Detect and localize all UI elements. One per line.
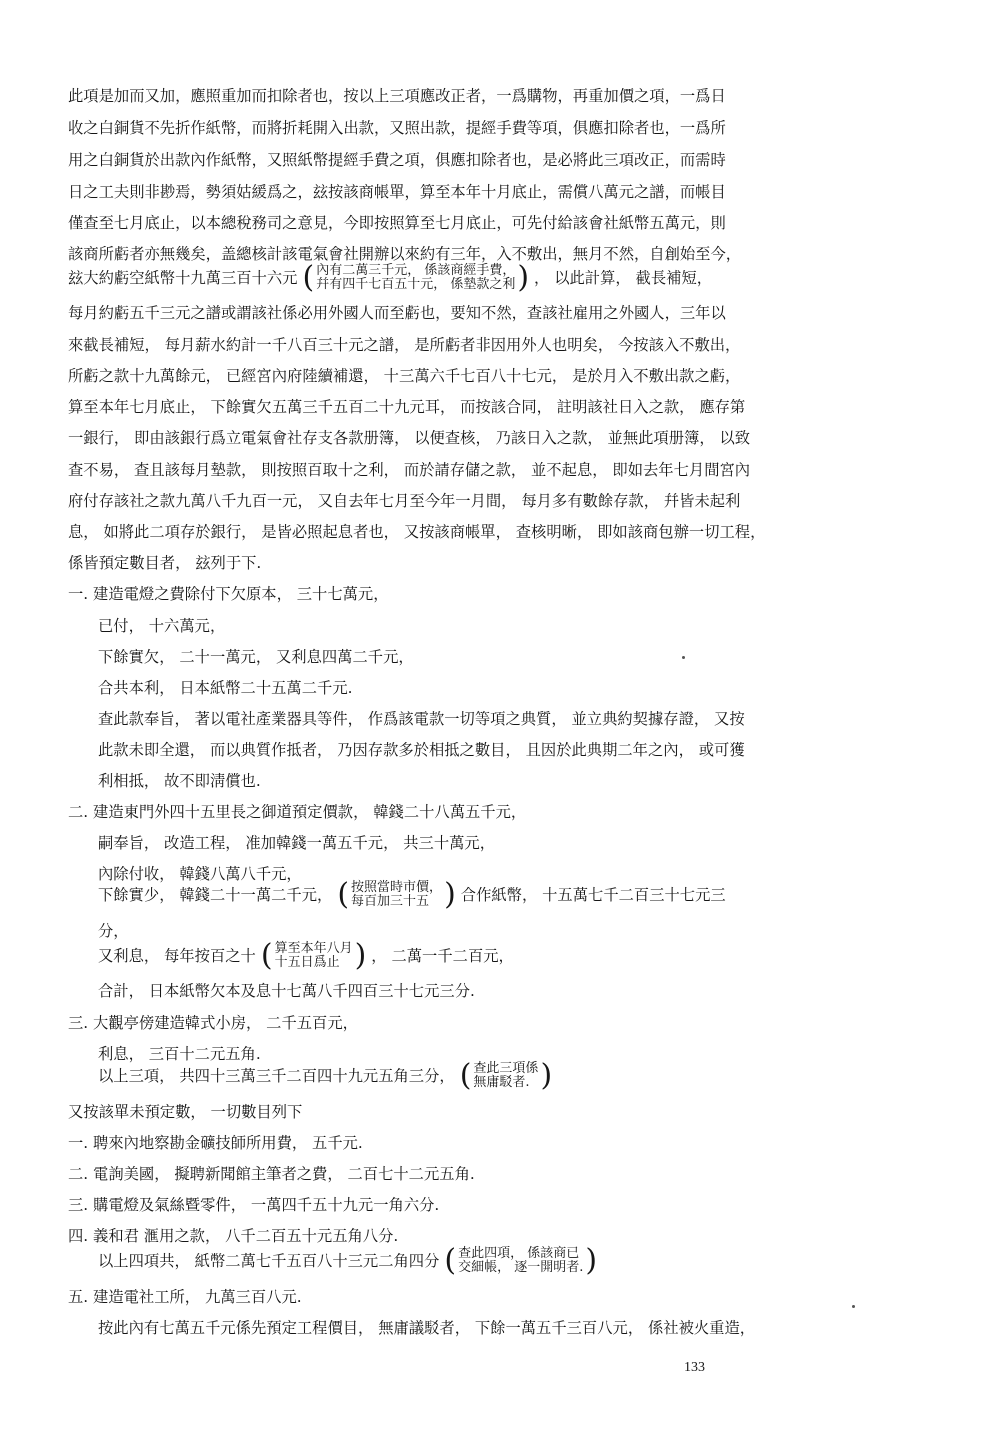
line-text: 下餘實少， 韓錢二十一萬二千元， <box>98 886 333 904</box>
text-line: 用之白銅貨於出款內作紙幣，又照紙幣提經手費之項，俱應扣除者也，是必將此三項改正，而需時 <box>68 151 726 169</box>
text-line: 該商所虧者亦無幾矣，盖總核計該電氣會社開辦以來約有三年，入不敷出，無月不然，自創始至今， <box>68 245 742 263</box>
text-line: 查不易， 查且該每月墊款， 則按照百取十之利， 而於請存儲之款， 並不起息， 即如去年七月間宮內 <box>68 461 751 479</box>
text-line: 合共本利， 日本紙幣二十五萬二千元. <box>98 679 353 697</box>
item-heading: 五. 建造電社工所， 九萬三百八元. <box>68 1288 302 1306</box>
text-line: 已付， 十六萬元， <box>98 617 226 635</box>
text-line: 利息， 三百十二元五角. <box>98 1045 261 1063</box>
inline-note: ( 查此三項係 無庸駁者. ) <box>459 1058 553 1093</box>
text-line: 內除付收， 韓錢八萬八千元， <box>98 865 302 883</box>
text-line: 合計， 日本紙幣欠本及息十七萬八千四百三十七元三分. <box>98 982 475 1000</box>
item-heading: 二. 電詢美國， 擬聘新聞館主筆者之費， 二百七十二元五角. <box>68 1165 475 1183</box>
text-line-with-note <box>98 1243 708 1278</box>
text-line: 係皆預定數目者， 玆列于下. <box>68 554 262 572</box>
inline-note: ( 內有二萬三千元， 係該商經手費， 幷有四千七百五十元， 係墊款之利 ) <box>302 260 530 295</box>
text-line: 嗣奉旨， 改造工程， 准加韓錢一萬五千元， 共三十萬元， <box>98 834 496 852</box>
note-line: 按照當時市價， <box>351 880 443 895</box>
note-line: 交細帳， 逐一開明者. <box>458 1260 584 1275</box>
text-line: 息， 如將此二項存於銀行， 是皆必照起息者也， 又按該商帳單， 查核明晰， 即如該商包辦一切工程， <box>68 523 766 541</box>
item-heading: 一. 建造電燈之費除付下欠原本， 三十七萬元， <box>68 585 389 603</box>
item-heading: 三. 購電燈及氣絲暨零件， 一萬四千五十九元一角六分. <box>68 1196 440 1214</box>
text-line: 收之白銅貨不先折作紙幣，而將折耗開入出款，又照出款，提經手費等項，俱應扣除者也，一爲所 <box>68 119 726 137</box>
text-line-with-note <box>98 938 708 973</box>
text-line: 來截長補短， 每月薪水約計一千八百三十元之譜， 是所虧者非因用外人也明矣， 今按該入不敷出， <box>68 336 741 354</box>
line-text: 合作紙幣， 十五萬七千二百三十七元三 <box>460 886 726 904</box>
scan-speck <box>852 1305 855 1308</box>
text-line: 算至本年七月底止， 下餘實欠五萬三千五百二十九元耳， 而按該合同， 註明該社日入之款， 應存第 <box>68 398 746 416</box>
text-line: 一銀行， 即由該銀行爲立電氣會社存支各款册簿， 以便查核， 乃該日入之款， 並無此項册簿， 以致 <box>68 429 751 447</box>
inline-note: ( 查此四項， 係該商已 交細帳， 逐一開明者. ) <box>444 1243 598 1278</box>
text-line: 此款未即全還， 而以典質作抵者， 乃因存款多於相抵之數目， 且因於此典期二年之內， 或可獲 <box>98 741 745 759</box>
text-line: 日之工夫則非尠焉，勢須姑緩爲之，玆按該商帳單，算至本年十月底止，需償八萬元之譜，而帳目 <box>68 183 726 201</box>
note-line: 每百加三十五 <box>351 894 430 909</box>
text-line: 分， <box>98 922 129 940</box>
text-line: 下餘實欠， 二十一萬元， 又利息四萬二千元， <box>98 648 414 666</box>
item-heading: 二. 建造東門外四十五里長之御道預定價款， 韓錢二十八萬五千元， <box>68 803 527 821</box>
line-text: ， 以此計算， 截長補短， <box>534 269 713 287</box>
note-line: 幷有四千七百五十元， 係墊款之利 <box>316 277 516 292</box>
line-text: 以上四項共， 紙幣二萬七千五百八十三元二角四分 <box>98 1252 440 1270</box>
text-line: 利相抵， 故不即淸償也. <box>98 772 261 790</box>
note-line: 查此四項， 係該商已 <box>458 1246 580 1261</box>
line-text: 又利息， 每年按百之十 <box>98 947 256 965</box>
item-heading: 一. 聘來內地察勘金礦技師所用費， 五千元. <box>68 1134 363 1152</box>
line-text: ， 二萬一千二百元， <box>371 947 514 965</box>
inline-note: ( 按照當時市價， 每百加三十五 ) <box>337 877 456 912</box>
text-line: 此項是加而又加，應照重加而扣除者也，按以上三項應改正者，一爲購物，再重加價之項，一爲日 <box>68 87 726 105</box>
scan-speck <box>682 656 685 659</box>
item-heading: 四. 義和君 滙用之款， 八千二百五十元五角八分. <box>68 1227 399 1245</box>
page-number: 133 <box>684 1360 705 1375</box>
note-line: 十五日爲止 <box>274 955 340 970</box>
note-line: 內有二萬三千元， 係該商經手費， <box>316 263 516 278</box>
line-text: 以上三項， 共四十三萬三千二百四十九元五角三分， <box>98 1067 455 1085</box>
inline-note: ( 算至本年八月 十五日爲止 ) <box>260 938 367 973</box>
text-line: 所虧之款十九萬餘元， 已經宮內府陸續補還， 十三萬六千七百八十七元， 是於月入不敷出款之虧， <box>68 367 741 385</box>
text-line-with-note <box>68 260 713 295</box>
note-line: 無庸駁者. <box>473 1075 530 1090</box>
note-line: 查此三項係 <box>473 1061 539 1076</box>
note-line: 算至本年八月 <box>274 941 353 956</box>
text-line: 府付存該社之款九萬八千九百一元， 又自去年七月至今年一月間， 每月多有數餘存款， 幷皆未起利 <box>68 492 741 510</box>
text-line: 按此內有七萬五千元係先預定工程價目， 無庸議駁者， 下餘一萬五千三百八元， 係社被火重造， <box>98 1319 756 1337</box>
text-line: 僅查至七月底止，以本總稅務司之意見，今即按照算至七月底止，可先付給該會社紙幣五萬元，則 <box>68 214 726 232</box>
text-line: 查此款奉旨， 著以電社產業器具等件， 作爲該電款一切等項之典質， 並立典約契據存證， 又按 <box>98 710 745 728</box>
section-intro: 又按該單未預定數， 一切數目列下 <box>68 1103 303 1121</box>
item-heading: 三. 大觀亭傍建造韓式小房， 二千五百元， <box>68 1014 358 1032</box>
line-text: 玆大約虧空紙幣十九萬三百十六元 <box>68 269 298 287</box>
text-line-with-note <box>98 877 726 912</box>
text-line: 每月約虧五千三元之譜或謂該社係必用外國人而至虧也，要知不然，查該社雇用之外國人，三年以 <box>68 304 726 322</box>
text-line-with-note <box>98 1058 708 1093</box>
